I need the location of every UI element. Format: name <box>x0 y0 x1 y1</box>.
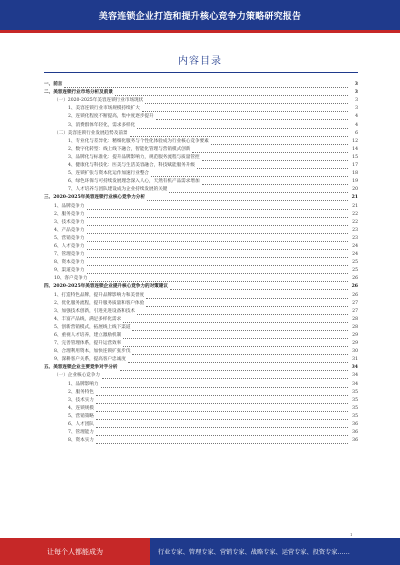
toc-entry-title: 4、连锁规模 <box>68 405 94 411</box>
toc-entry-page: 22 <box>352 211 358 217</box>
toc-entry-title: 5、营销竞争力 <box>54 235 85 241</box>
toc-entry[interactable] <box>44 372 358 380</box>
toc-entry-title: 5、连锁扩张与资本化运作加速行业整合 <box>68 171 150 177</box>
toc-entry[interactable] <box>44 170 358 178</box>
toc-entry-title: （二）美容连锁行业发展趋势及前景 <box>54 130 128 136</box>
toc-leader-dots <box>96 402 348 404</box>
toc-leader-dots <box>87 256 349 258</box>
toc-entry-title: 一、前言 <box>44 82 63 88</box>
toc-leader-dots <box>137 313 348 315</box>
toc-entry-title: 1、品牌影响力 <box>68 381 99 387</box>
toc-leader-dots <box>120 369 348 371</box>
toc-leader-dots <box>87 232 349 234</box>
toc-entry-page: 35 <box>352 397 358 403</box>
toc-entry[interactable] <box>44 211 358 219</box>
toc-entry-page: 17 <box>352 163 358 169</box>
toc-leader-dots <box>96 418 348 420</box>
toc-leader-dots <box>146 297 348 299</box>
footer-slogan: 让每个人都能成为 <box>0 538 150 565</box>
toc-entry-page: 28 <box>352 316 358 322</box>
toc-entry-title: （一）企业核心竞争力 <box>54 373 100 379</box>
toc-entry-title: 2、连锁化程度不断提高，集中度逐步提升 <box>68 114 154 120</box>
toc-entry[interactable] <box>44 283 358 291</box>
toc-entry-title: 8、合理利用资本，加快连锁扩张步伐 <box>54 349 131 355</box>
toc-leader-dots <box>96 394 348 396</box>
toc-entry-page: 34 <box>352 381 358 387</box>
toc-leader-dots <box>169 191 348 193</box>
toc-leader-dots <box>87 264 349 266</box>
toc-entry-title: 5、创新营销模式，拓展线上线下渠道 <box>54 324 131 330</box>
toc-entry[interactable] <box>44 89 358 97</box>
toc-entry-page: 34 <box>351 365 358 371</box>
header-banner <box>0 0 400 30</box>
toc-entry[interactable] <box>44 146 358 154</box>
page-title: 内容目录 <box>178 56 222 67</box>
toc-entry[interactable] <box>44 243 358 251</box>
toc-entry[interactable] <box>44 429 358 437</box>
toc-entry-title: 6、人才团队 <box>68 422 94 428</box>
toc-entry-title: （一）2020-2025年美容连锁行业市场现状 <box>54 98 144 104</box>
toc-entry[interactable] <box>44 300 358 308</box>
toc-entry-page: 24 <box>352 243 358 249</box>
toc-entry-page: 27 <box>352 300 358 306</box>
toc-entry[interactable] <box>44 138 358 146</box>
toc-entry-page: 19 <box>352 179 358 185</box>
toc-entry[interactable] <box>44 291 358 299</box>
toc-entry-title: 8、资本竞争力 <box>54 260 85 266</box>
toc-entry-page: 15 <box>352 154 358 160</box>
toc-entry-page: 31 <box>352 357 358 363</box>
toc-leader-dots <box>142 110 348 112</box>
toc-entry-page: 25 <box>352 268 358 274</box>
toc-entry[interactable] <box>44 202 358 210</box>
toc-leader-dots <box>123 321 348 323</box>
toc-entry[interactable] <box>44 308 358 316</box>
toc-leader-dots <box>192 151 348 153</box>
toc-entry[interactable] <box>44 332 358 340</box>
toc-entry[interactable] <box>44 97 358 105</box>
toc-entry-page: 30 <box>352 349 358 355</box>
toc-entry-title: 7、人才培养与团队建设成为企业持续发展的关键 <box>68 187 168 193</box>
toc-leader-dots <box>146 305 348 307</box>
toc-entry-page: 24 <box>352 252 358 258</box>
toc-leader-dots <box>96 442 348 444</box>
toc-entry[interactable] <box>44 186 358 194</box>
toc-entry[interactable] <box>44 235 358 243</box>
toc-entry-page: 3 <box>354 82 358 88</box>
page-number: 1 <box>350 532 353 537</box>
toc-entry-title: 10、客户竞争力 <box>54 276 88 282</box>
toc-leader-dots <box>151 175 348 177</box>
toc-entry-page: 35 <box>352 413 358 419</box>
toc-entry-page: 4 <box>355 122 358 128</box>
toc-leader-dots <box>96 434 348 436</box>
toc-leader-dots <box>147 199 348 201</box>
toc-leader-dots <box>211 143 348 145</box>
toc-leader-dots <box>87 248 349 250</box>
table-of-contents <box>44 81 358 445</box>
toc-entry[interactable] <box>44 105 358 113</box>
toc-entry[interactable] <box>44 364 358 372</box>
toc-entry-page: 3 <box>355 98 358 104</box>
toc-entry-title: 4、产品竞争力 <box>54 227 85 233</box>
toc-entry[interactable] <box>44 121 358 129</box>
toc-entry-page: 3 <box>354 90 358 96</box>
toc-leader-dots <box>202 159 348 161</box>
toc-entry[interactable] <box>44 154 358 162</box>
toc-entry-title: 三、2020-2025年美容连锁行业核心竞争力分析 <box>44 195 145 201</box>
toc-leader-dots <box>123 345 348 347</box>
toc-entry-title: 1、品牌竞争力 <box>54 203 85 209</box>
toc-leader-dots <box>130 135 348 137</box>
toc-entry-page: 14 <box>352 146 358 152</box>
toc-entry[interactable] <box>44 380 358 388</box>
toc-entry-title: 9、深耕客户关系，提高客户忠诚度 <box>54 357 126 363</box>
toc-leader-dots <box>101 386 349 388</box>
toc-entry-title: 五、美容连锁企业主要竞争对手分析 <box>44 365 118 371</box>
toc-entry-page: 34 <box>352 373 358 379</box>
toc-entry-title: 1、专业化与差异化：精细化服务与个性化体验成为行业核心竞争要素 <box>68 138 209 144</box>
toc-leader-dots <box>123 337 348 339</box>
toc-entry-title: 7、管理能力 <box>68 430 94 436</box>
toc-entry-page: 26 <box>351 284 358 290</box>
toc-leader-dots <box>87 208 349 210</box>
toc-leader-dots <box>115 94 348 96</box>
toc-entry[interactable] <box>44 348 358 356</box>
toc-entry[interactable] <box>44 227 358 235</box>
toc-entry-title: 3、技术竞争力 <box>54 219 85 225</box>
toc-entry-page: 26 <box>352 276 358 282</box>
toc-entry-page: 4 <box>355 114 358 120</box>
toc-entry-title: 四、2020-2025年美容连锁企业提升核心竞争力的对策建议 <box>44 284 168 290</box>
toc-entry[interactable] <box>44 130 358 138</box>
toc-leader-dots <box>202 183 348 185</box>
toc-entry[interactable] <box>44 389 358 397</box>
toc-leader-dots <box>156 118 348 120</box>
footer-tagline: 行业专家、管理专家、营销专家、战略专家、运营专家、投资专家…… <box>150 538 400 565</box>
toc-entry-page: 12 <box>352 138 358 144</box>
toc-leader-dots <box>197 167 348 169</box>
toc-entry-title: 3、品牌化与标准化：提升品牌影响力，规范服务流程与质量管控 <box>68 154 200 160</box>
toc-entry-title: 二、美容连锁行业市场分析及前景 <box>44 90 113 96</box>
toc-entry[interactable] <box>44 275 358 283</box>
toc-entry[interactable] <box>44 356 358 364</box>
toc-entry-title: 2、优化服务流程，提升服务质量和客户体验 <box>54 300 145 306</box>
toc-entry-page: 36 <box>352 430 358 436</box>
toc-leader-dots <box>87 224 349 226</box>
toc-entry-title: 3、加强技术创新，引进先进设备和技术 <box>54 308 136 314</box>
toc-entry-title: 3、消费群体年轻化，需求多样化 <box>68 122 136 128</box>
toc-entry-page: 35 <box>352 389 358 395</box>
toc-entry-page: 26 <box>352 292 358 298</box>
toc-leader-dots <box>96 410 348 412</box>
toc-entry-title: 6、重视人才培养，建立激励机制 <box>54 333 122 338</box>
toc-entry-page: 21 <box>352 203 358 209</box>
toc-entry-title: 3、技术实力 <box>68 397 94 403</box>
toc-entry-page: 21 <box>351 195 358 201</box>
toc-entry-page: 23 <box>352 227 358 233</box>
toc-entry-title: 7、完善管理体系，提升运营效率 <box>54 341 122 347</box>
toc-entry[interactable] <box>44 437 358 445</box>
toc-entry-title: 7、管理竞争力 <box>54 252 85 258</box>
toc-entry-title: 2、服务特色 <box>68 389 94 395</box>
toc-entry-page: 36 <box>352 422 358 428</box>
toc-entry-title: 2、数字化转型：线上线下融合，智能化管理与营销模式创新 <box>68 146 191 152</box>
toc-entry[interactable] <box>44 405 358 413</box>
toc-entry[interactable] <box>44 259 358 267</box>
toc-entry[interactable] <box>44 219 358 227</box>
toc-entry[interactable] <box>44 81 358 89</box>
toc-entry-page: 18 <box>352 171 358 177</box>
toc-entry-page: 36 <box>352 438 358 444</box>
toc-entry[interactable] <box>44 397 358 405</box>
toc-entry-title: 6、人才竞争力 <box>54 243 85 249</box>
footer-bar <box>0 538 400 565</box>
toc-entry[interactable] <box>44 251 358 259</box>
toc-entry-page: 6 <box>355 130 358 136</box>
toc-entry[interactable] <box>44 340 358 348</box>
toc-leader-dots <box>145 102 348 104</box>
toc-entry-page: 22 <box>352 219 358 225</box>
header-stripe <box>0 30 400 33</box>
toc-entry-title: 5、营销策略 <box>68 413 94 419</box>
toc-leader-dots <box>102 377 348 379</box>
toc-entry[interactable] <box>44 413 358 421</box>
toc-leader-dots <box>87 216 349 218</box>
toc-entry-title: 1、美容连锁行业市场规模持续扩大 <box>68 106 140 112</box>
toc-entry[interactable] <box>44 178 358 186</box>
toc-entry-title: 4、健康化与科技化：医美与生活美容融合，科技赋能服务升级 <box>68 163 195 169</box>
toc-entry-title: 9、渠道竞争力 <box>54 268 85 274</box>
toc-entry[interactable] <box>44 162 358 170</box>
toc-entry-page: 28 <box>352 324 358 330</box>
toc-entry-page: 27 <box>352 308 358 314</box>
toc-leader-dots <box>137 127 348 129</box>
toc-entry[interactable] <box>44 421 358 429</box>
toc-entry[interactable] <box>44 267 358 275</box>
toc-entry-page: 25 <box>352 260 358 266</box>
title-divider <box>44 72 358 73</box>
toc-leader-dots <box>64 86 348 88</box>
toc-leader-dots <box>128 361 348 363</box>
toc-leader-dots <box>132 329 348 331</box>
toc-leader-dots <box>96 426 348 428</box>
toc-entry-page: 3 <box>355 106 358 112</box>
toc-entry-title: 8、资本实力 <box>68 438 94 444</box>
toc-entry-page: 20 <box>352 187 358 193</box>
toc-leader-dots <box>132 353 348 355</box>
toc-entry-title: 1、打造特色品牌，提升品牌影响力和美誉度 <box>54 292 145 298</box>
toc-entry[interactable] <box>44 113 358 121</box>
toc-entry-page: 29 <box>352 341 358 347</box>
toc-entry-page: 23 <box>352 235 358 241</box>
report-title: 美容连锁企业打造和提升核心竞争力策略研究报告 <box>98 11 302 22</box>
toc-entry[interactable] <box>44 324 358 332</box>
toc-entry[interactable] <box>44 194 358 202</box>
toc-entry-title: 4、丰富产品线，满足多样化需求 <box>54 316 122 322</box>
toc-leader-dots <box>170 288 348 290</box>
toc-entry[interactable] <box>44 316 358 324</box>
toc-entry-title: 6、绿色环保与可持续发展理念深入人心，天然有机产品需求增加 <box>68 179 200 185</box>
toc-entry-title: 2、服务竞争力 <box>54 211 85 217</box>
toc-leader-dots <box>89 280 348 282</box>
toc-entry-page: 35 <box>352 405 358 411</box>
toc-leader-dots <box>87 240 349 242</box>
toc-leader-dots <box>87 272 349 274</box>
toc-entry-page: 29 <box>352 333 358 338</box>
